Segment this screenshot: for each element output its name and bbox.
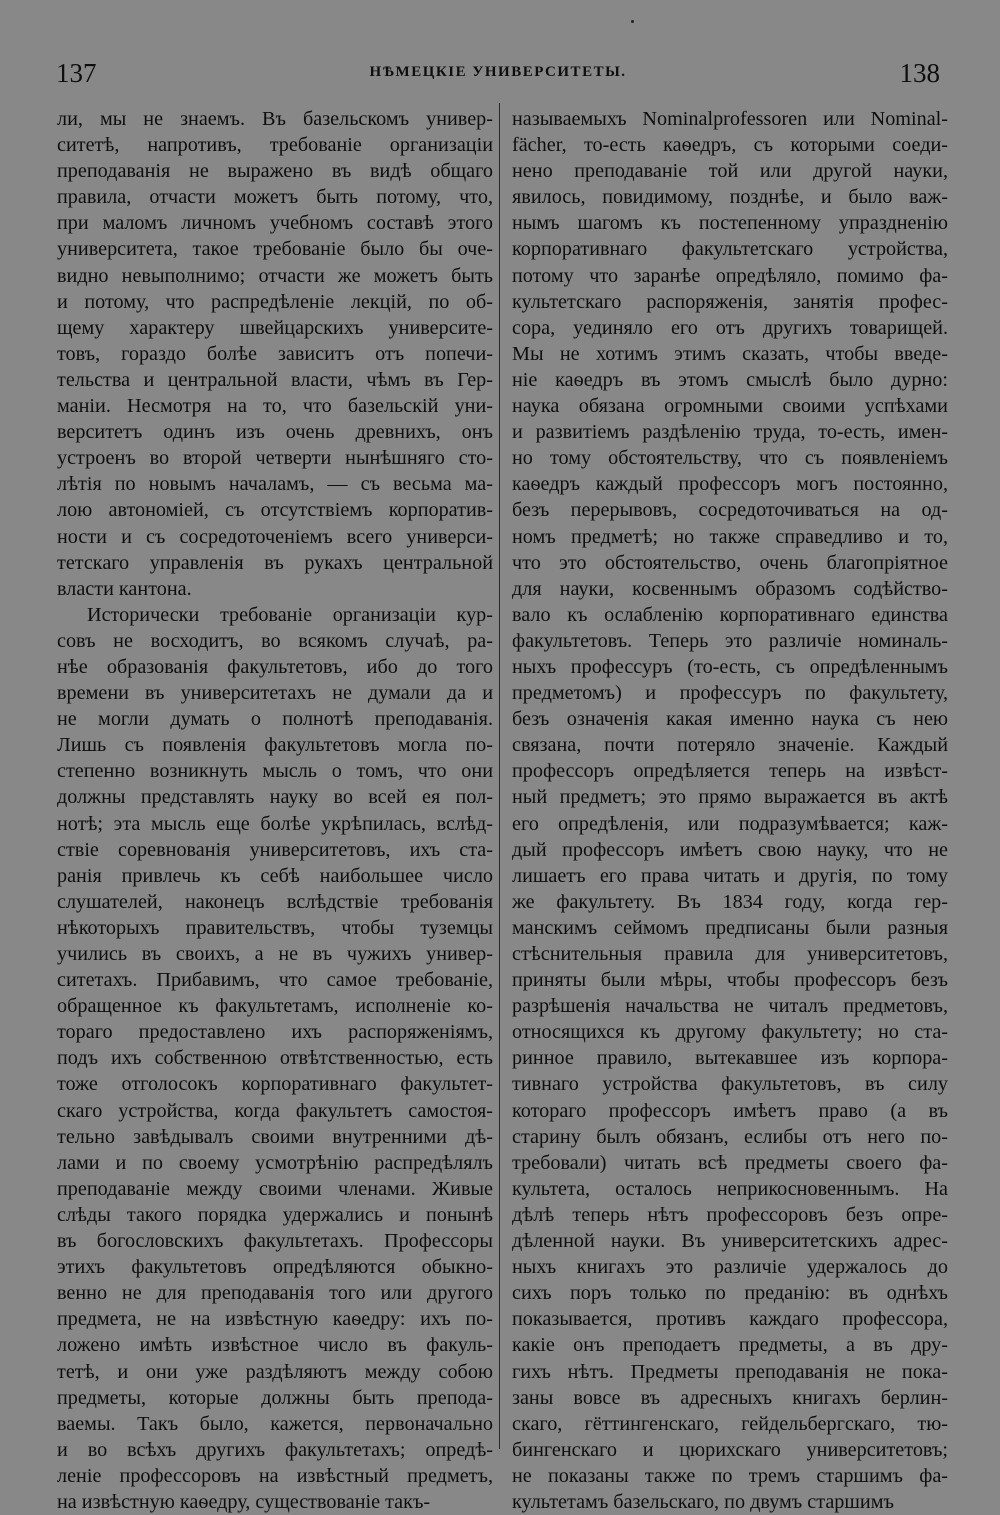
text-line: въ богословскихъ факультетахъ. Профессоры [57,1230,493,1253]
text-line: преподаваніе между своими членами. Живые [57,1177,493,1200]
text-line: ваемы. Такъ было, кажется, первоначально [57,1412,493,1435]
text-line: культета, осталось неприкосновеннымъ. На [512,1177,948,1200]
text-line: каѳедръ каждый профессоръ могъ постоянно, [512,473,948,496]
text-line: номъ предметѣ; но также справедливо и то, [512,525,948,548]
text-line: времени въ университетахъ не думали да и [57,682,493,705]
text-line: тораго предоставлено ихъ распоряженіямъ, [57,1021,493,1044]
text-line: ложено имѣть извѣстное число въ факуль- [57,1334,493,1357]
text-line: приняты были мѣры, чтобы профессоръ безъ [512,969,948,992]
text-line: культетамъ базельскаго, по двумъ старшимъ [512,1490,894,1513]
text-line: и потому, что распредѣленіе лекцій, по об- [57,290,493,313]
speck-mark [631,20,634,23]
text-line: ствіе соревнованія университетовъ, ихъ ста- [57,838,493,861]
text-line: сора, уединяло его отъ другихъ товарищей. [512,316,948,339]
text-line: слѣды такого порядка удержались и понынѣ [57,1203,493,1226]
text-line: тивнаго устройства факультетовъ, въ силу [512,1073,948,1096]
text-line: нено преподаваніе той или другой науки, [512,160,948,183]
text-line: щему характеру швейцарскихъ университе- [57,316,493,339]
left-column [57,106,493,1515]
text-line: и развитіемъ раздѣленію труда, то-есть, имен- [512,421,948,444]
text-line: Лишь съ появленія факультетовъ могла по- [57,734,493,757]
text-line: но тому обстоятельству, что съ появленіемъ [512,447,948,470]
text-line: слушателей, наконецъ вслѣдствіе требованія [57,890,493,913]
text-line: Исторически требованіе организаціи кур- [87,603,493,626]
page-header [56,58,940,90]
text-line: явилось, повидимому, позднѣе, и было важ- [512,186,948,209]
text-line: бингенскаго и цюрихскаго университетовъ; [512,1438,948,1461]
text-line: же факультету. Въ 1834 году, когда гер- [512,890,948,913]
text-line: маніи. Несмотря на то, что базельскій уни- [57,395,493,418]
text-line: нотѣ; эта мысль еще болѣе укрѣпилась, вслѣд- [57,812,493,835]
text-line: скаго устройства, когда факультетъ самостоя- [57,1099,493,1122]
text-line: ситетахъ. Прибавимъ, что самое требованіе, [57,969,493,992]
text-line: дѣлѣ теперь нѣтъ профессоровъ безъ опре- [512,1203,948,1226]
text-line: потому что заранѣе опредѣляло, помимо фа- [512,264,948,287]
running-title: НѢМЕЦКІЕ УНИВЕРСИТЕТЫ. [369,64,627,80]
text-line: на извѣстную каѳедру, существованіе такъ- [57,1490,431,1513]
text-line: наука обязана огромными своими успѣхами [512,395,948,418]
text-line: безъ перерывовъ, сосредоточиваться на од- [512,499,948,522]
page-number-left: 137 [56,58,97,88]
text-line: ныхъ профессуръ (то-есть, съ опредѣленнымъ [512,655,948,678]
text-line: показывается, противъ каждаго профессора, [512,1308,948,1331]
text-line: называемыхъ Nominalprofessoren или Nominal- [512,108,948,130]
text-line: видно невыполнимо; отчасти же можетъ быть [57,264,493,287]
text-line: не могли думать о полнотѣ преподаванія. [57,708,493,731]
text-line: предметомъ) и профессуръ по факультету, [512,682,948,705]
text-line: ли, мы не знаемъ. Въ базельскомъ универ- [57,108,493,130]
text-line: fächer, то-есть каѳедръ, съ которыми соеди- [512,134,948,157]
text-line: тельства и центральной власти, чѣмъ въ Гер- [57,368,493,391]
text-line: тетѣ, и они уже раздѣляютъ между собою [57,1360,493,1383]
text-line: не показаны также по тремъ старшимъ фа- [512,1464,948,1487]
text-line: котораго профессоръ имѣетъ право (а въ [512,1099,948,1122]
text-line: культетскаго распоряженія, занятія профес- [512,290,948,313]
column-divider [499,103,500,1449]
text-line: нѣкоторыхъ правительствъ, чтобы туземцы [57,916,493,939]
text-line: манскимъ сеймомъ предписаны были разныя [512,916,948,939]
text-line: товъ, гораздо болѣе зависитъ отъ попечи- [57,342,493,365]
text-line: относящихся къ другому факультету; но ста- [512,1021,948,1044]
text-line: ранія привлечь къ себѣ наибольшее число [57,864,493,887]
text-line: и во всѣхъ другихъ факультетахъ; опредѣ- [57,1438,493,1461]
text-line: ніе каѳедръ въ этомъ смыслѣ было дурно: [512,368,948,391]
text-line: лами и по своему усмотрѣнію распредѣлялъ [57,1151,493,1174]
text-line: устроенъ во второй четверти нынѣшняго сто- [57,447,493,470]
text-line: что это обстоятельство, очень благопріятное [512,551,948,574]
text-line: совъ не восходитъ, во всякомъ случаѣ, ра- [57,629,493,652]
text-line: ности и съ сосредоточеніемъ всего универси- [57,525,493,548]
text-line: лѣтія по новымъ началамъ, — съ весьма ма- [57,473,493,496]
text-line: тельно завѣдывалъ своими внутренними дѣ- [57,1125,493,1148]
text-line: лою автономіей, съ отсутствіемъ корпоратив- [57,499,493,522]
text-line: вало къ ослабленію корпоративнаго единства [512,603,948,626]
text-line: гихъ нѣтъ. Предметы преподаванія не пока- [512,1360,948,1383]
text-line: скаго, гёттингенскаго, гейдельбергскаго, тю- [512,1412,948,1435]
text-line: нѣе образованія факультетовъ, ибо до того [57,655,493,678]
text-line: профессоръ опредѣляется теперь на извѣст- [512,760,948,783]
text-line: старину былъ обязанъ, еслибы отъ него по- [512,1125,948,1148]
text-line: правила, отчасти можетъ быть потому, что, [57,186,493,209]
text-line: какіе онъ преподаетъ предметы, а въ дру- [512,1334,948,1357]
text-line: венно не для преподаванія того или другого [57,1282,493,1305]
text-line: связана, почти потеряло значеніе. Каждый [512,734,948,757]
text-line: тоже отголосокъ корпоративнаго факультет- [57,1073,493,1096]
right-column [512,106,948,1515]
text-line: верситетъ одинъ изъ очень древнихъ, онъ [57,421,493,444]
text-line: сихъ поръ только по преданію: въ однѣхъ [512,1282,948,1305]
text-line: ситетѣ, напротивъ, требованіе организаціи [57,134,493,157]
text-line: преподаванія не выражено въ видѣ общаго [57,160,493,183]
text-line: заны вовсе въ адресныхъ книгахъ берлин- [512,1386,948,1409]
text-line: должны представлять науку во всей ея пол- [57,786,493,809]
text-line: предметы, которые должны быть препода- [57,1386,493,1409]
page-number-right: 138 [899,58,940,88]
text-line: для науки, косвеннымъ образомъ содѣйство- [512,577,948,600]
text-line: стѣснительныя правила для университетовъ, [512,943,948,965]
text-line: власти кантона. [57,577,192,600]
text-line: разрѣшенія начальства не читалъ предметовъ, [512,995,948,1018]
text-line: тетскаго управленія въ рукахъ центральной [57,551,493,574]
text-line: корпоративнаго факультетскаго устройства, [512,238,948,261]
text-line: нымъ шагомъ къ постепенному упраздненію [512,212,948,235]
text-line: факультетовъ. Теперь это различіе номиналь- [512,629,948,652]
text-line: университета, такое требованіе было бы оче- [57,238,493,261]
text-line: ный предметъ; это прямо выражается въ актѣ [512,786,948,809]
text-line: требовали) читать всѣ предметы своего фа- [512,1151,948,1174]
text-line: ныхъ книгахъ это различіе удержалось до [512,1256,948,1279]
text-line: степенно возникнуть мысль о томъ, что они [57,760,493,783]
text-line: при маломъ личномъ учебномъ составѣ этого [57,212,493,235]
text-line: лишаетъ его права читать и другія, по тому [512,864,948,887]
text-line: этихъ факультетовъ опредѣляются обыкно- [57,1256,493,1279]
text-line: дѣленной науки. Въ университетскихъ адрес- [512,1230,948,1253]
text-line: подъ ихъ собственною отвѣтственностью, есть [57,1047,493,1070]
text-line: дый профессоръ имѣетъ свою науку, что не [512,838,948,861]
text-line: обращенное къ факультетамъ, исполненіе ко- [57,995,493,1018]
text-line: Мы не хотимъ этимъ сказать, чтобы введе- [512,342,948,365]
text-line: его опредѣленія, или подразумѣвается; каж- [512,812,948,835]
text-line: учились въ своихъ, а не въ чужихъ универ- [57,943,493,965]
text-line: ринное правило, вытекавшее изъ корпора- [512,1047,948,1070]
text-line: леніе профессоровъ на извѣстный предметъ, [57,1464,493,1487]
text-line: предмета, не на извѣстную каѳедру: ихъ по- [57,1308,493,1331]
text-line: безъ означенія какая именно наука съ нею [512,708,948,731]
